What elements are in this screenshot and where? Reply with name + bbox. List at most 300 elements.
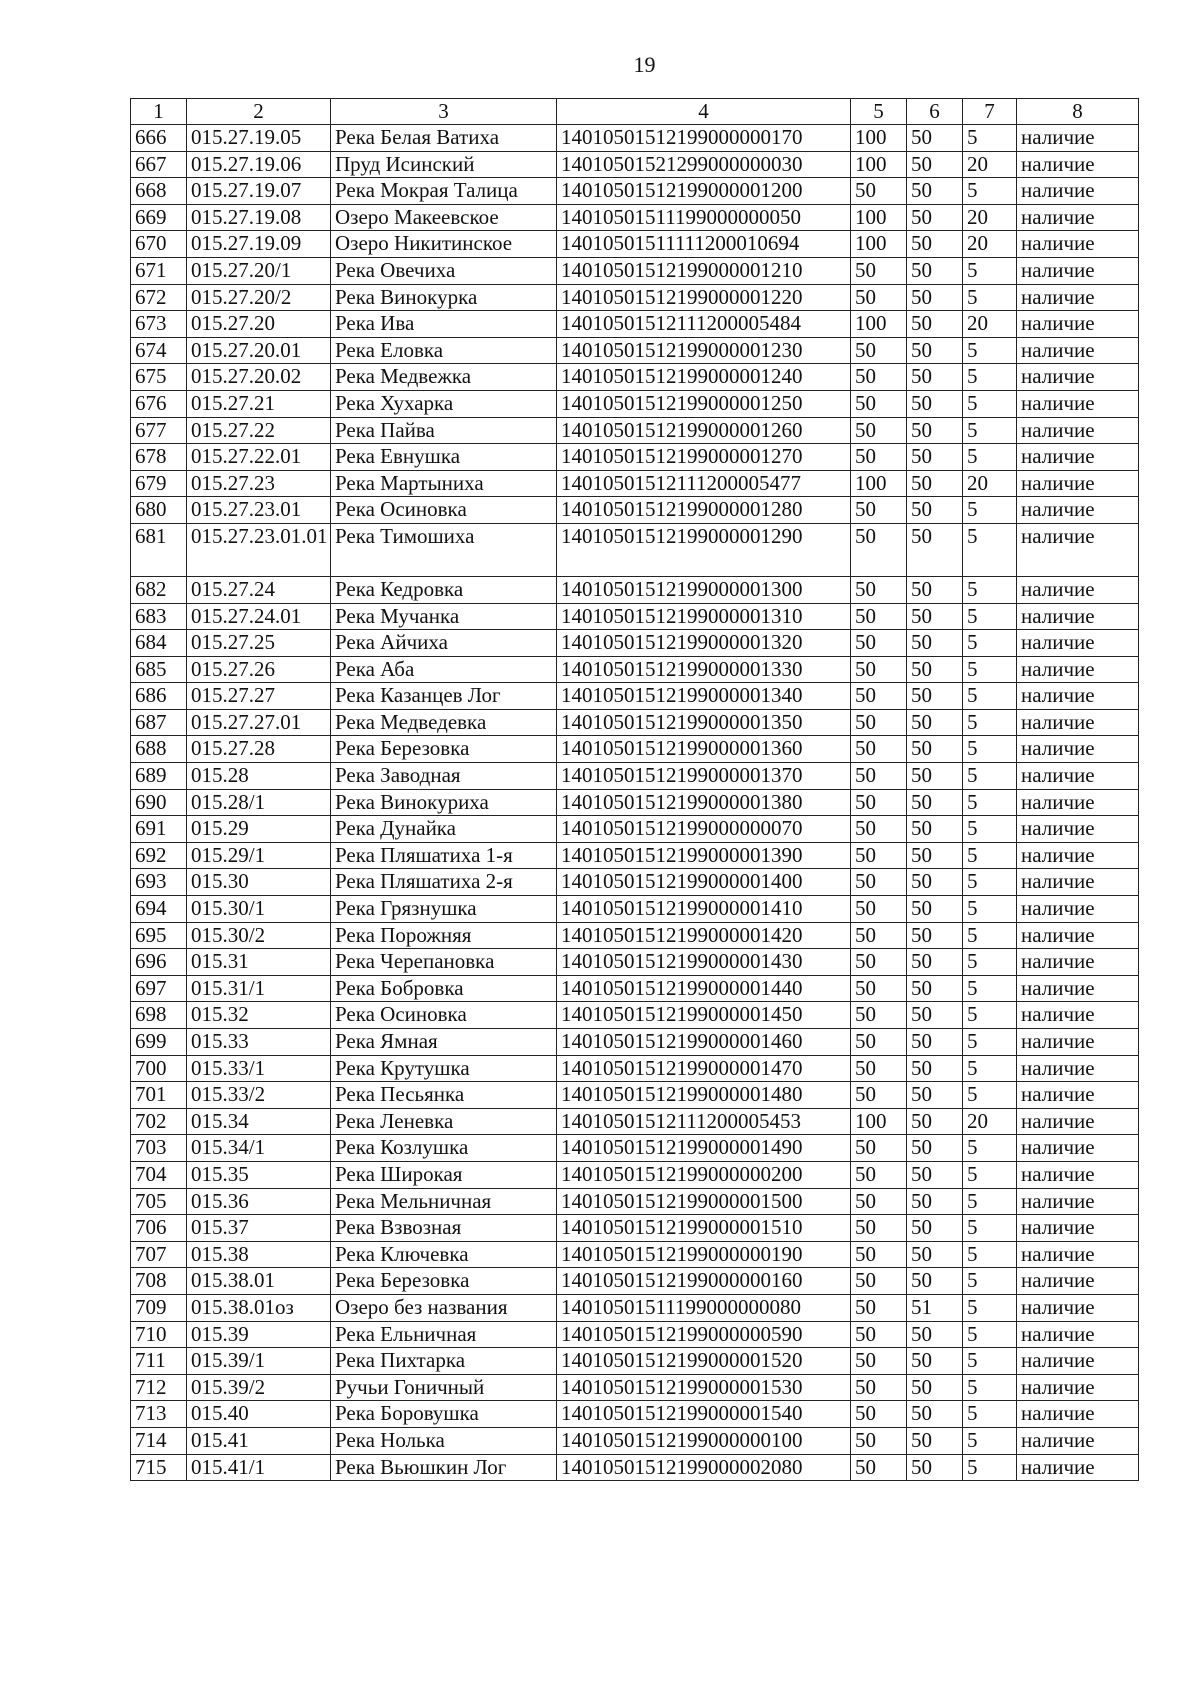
col6-cell: 50 — [907, 1002, 963, 1029]
code-cell: 015.41/1 — [187, 1454, 331, 1481]
registry-id-cell: 14010501512199000001490 — [557, 1135, 851, 1162]
col6-cell: 50 — [907, 1427, 963, 1454]
row-number-cell: 707 — [131, 1241, 187, 1268]
col7-cell: 5 — [963, 842, 1017, 869]
col6-cell: 50 — [907, 1029, 963, 1056]
table-row — [131, 1427, 1139, 1454]
row-number-cell: 670 — [131, 231, 187, 258]
status-cell: наличие — [1017, 949, 1139, 976]
col5-cell: 50 — [851, 1454, 907, 1481]
row-number-cell: 695 — [131, 922, 187, 949]
registry-id-cell: 14010501512199000001380 — [557, 789, 851, 816]
water-body-name-cell: Река Тимошиха — [331, 523, 557, 576]
col6-cell: 50 — [907, 364, 963, 391]
row-number-cell: 681 — [131, 523, 187, 576]
col6-cell: 50 — [907, 896, 963, 923]
water-body-name-cell: Река Аба — [331, 656, 557, 683]
col5-cell: 50 — [851, 683, 907, 710]
code-cell: 015.28 — [187, 763, 331, 790]
code-cell: 015.27.19.05 — [187, 125, 331, 152]
col6-cell: 50 — [907, 630, 963, 657]
registry-id-cell: 14010501512199000001540 — [557, 1401, 851, 1428]
col6-cell: 50 — [907, 1268, 963, 1295]
water-body-name-cell: Река Леневка — [331, 1108, 557, 1135]
row-number-cell: 691 — [131, 816, 187, 843]
status-cell: наличие — [1017, 204, 1139, 231]
status-cell: наличие — [1017, 603, 1139, 630]
table-row — [131, 603, 1139, 630]
table-row — [131, 1374, 1139, 1401]
table-row — [131, 1188, 1139, 1215]
row-number-cell: 685 — [131, 656, 187, 683]
registry-id-cell: 14010501512199000001230 — [557, 337, 851, 364]
table-row — [131, 523, 1139, 576]
status-cell: наличие — [1017, 1082, 1139, 1109]
water-body-name-cell: Река Ключевка — [331, 1241, 557, 1268]
table-row — [131, 337, 1139, 364]
registry-id-cell: 14010501512199000001310 — [557, 603, 851, 630]
col7-cell: 5 — [963, 1268, 1017, 1295]
registry-id-cell: 14010501512199000001280 — [557, 497, 851, 524]
col5-cell: 100 — [851, 1108, 907, 1135]
col5-cell: 50 — [851, 842, 907, 869]
registry-id-cell: 14010501512199000001400 — [557, 869, 851, 896]
code-cell: 015.27.25 — [187, 630, 331, 657]
water-body-name-cell: Река Винокурка — [331, 284, 557, 311]
col5-cell: 50 — [851, 1321, 907, 1348]
water-body-name-cell: Река Заводная — [331, 763, 557, 790]
code-cell: 015.27.19.06 — [187, 151, 331, 178]
col6-cell: 50 — [907, 1374, 963, 1401]
col6-cell: 50 — [907, 1108, 963, 1135]
code-cell: 015.30/2 — [187, 922, 331, 949]
status-cell: наличие — [1017, 364, 1139, 391]
registry-id-cell: 14010501512199000001530 — [557, 1374, 851, 1401]
registry-id-cell: 14010501512199000000590 — [557, 1321, 851, 1348]
registry-id-cell: 14010501512199000002080 — [557, 1454, 851, 1481]
row-number-cell: 709 — [131, 1294, 187, 1321]
table-row — [131, 1241, 1139, 1268]
col5-cell: 50 — [851, 1348, 907, 1375]
col6-cell: 50 — [907, 1161, 963, 1188]
code-cell: 015.34 — [187, 1108, 331, 1135]
water-body-name-cell: Река Медвежка — [331, 364, 557, 391]
col6-cell: 50 — [907, 257, 963, 284]
code-cell: 015.36 — [187, 1188, 331, 1215]
col5-cell: 50 — [851, 736, 907, 763]
water-body-name-cell: Озеро Макеевское — [331, 204, 557, 231]
registry-id-cell: 14010501512199000001210 — [557, 257, 851, 284]
row-number-cell: 713 — [131, 1401, 187, 1428]
row-number-cell: 677 — [131, 417, 187, 444]
registry-table — [130, 98, 1139, 1481]
col7-cell: 5 — [963, 1427, 1017, 1454]
col6-cell: 50 — [907, 1348, 963, 1375]
code-cell: 015.38 — [187, 1241, 331, 1268]
water-body-name-cell: Река Дунайка — [331, 816, 557, 843]
row-number-cell: 672 — [131, 284, 187, 311]
water-body-name-cell: Река Белая Ватиха — [331, 125, 557, 152]
status-cell: наличие — [1017, 736, 1139, 763]
col6-cell: 50 — [907, 1241, 963, 1268]
status-cell: наличие — [1017, 1454, 1139, 1481]
code-cell: 015.33/2 — [187, 1082, 331, 1109]
water-body-name-cell: Река Пихтарка — [331, 1348, 557, 1375]
col6-cell: 50 — [907, 178, 963, 205]
registry-id-cell: 14010501512199000001450 — [557, 1002, 851, 1029]
col5-cell: 50 — [851, 1002, 907, 1029]
registry-id-cell: 14010501512199000001260 — [557, 417, 851, 444]
col7-cell: 5 — [963, 1215, 1017, 1242]
water-body-name-cell: Река Евнушка — [331, 444, 557, 471]
registry-id-cell: 14010501512199000001500 — [557, 1188, 851, 1215]
col7-cell: 5 — [963, 1188, 1017, 1215]
col6-cell: 50 — [907, 1082, 963, 1109]
page-number: 19 — [633, 52, 656, 77]
water-body-name-cell: Река Козлушка — [331, 1135, 557, 1162]
row-number-cell: 683 — [131, 603, 187, 630]
col6-cell: 50 — [907, 231, 963, 258]
registry-id-cell: 14010501512199000001340 — [557, 683, 851, 710]
water-body-name-cell: Река Еловка — [331, 337, 557, 364]
col5-cell: 50 — [851, 869, 907, 896]
status-cell: наличие — [1017, 311, 1139, 338]
col6-cell: 50 — [907, 656, 963, 683]
table-row — [131, 1321, 1139, 1348]
table-row — [131, 1002, 1139, 1029]
registry-id-cell: 14010501512199000000100 — [557, 1427, 851, 1454]
col7-cell: 5 — [963, 816, 1017, 843]
row-number-cell: 700 — [131, 1055, 187, 1082]
col6-cell: 50 — [907, 1188, 963, 1215]
code-cell: 015.27.26 — [187, 656, 331, 683]
code-cell: 015.27.27 — [187, 683, 331, 710]
water-body-name-cell: Река Вьюшкин Лог — [331, 1454, 557, 1481]
row-number-cell: 680 — [131, 497, 187, 524]
col5-cell: 50 — [851, 630, 907, 657]
status-cell: наличие — [1017, 1348, 1139, 1375]
status-cell: наличие — [1017, 417, 1139, 444]
code-cell: 015.27.20.02 — [187, 364, 331, 391]
table-row — [131, 949, 1139, 976]
col6-cell: 50 — [907, 869, 963, 896]
code-cell: 015.27.27.01 — [187, 709, 331, 736]
table-row — [131, 470, 1139, 497]
water-body-name-cell: Река Казанцев Лог — [331, 683, 557, 710]
col5-cell: 50 — [851, 390, 907, 417]
col7-cell: 5 — [963, 390, 1017, 417]
status-cell: наличие — [1017, 125, 1139, 152]
table-row — [131, 257, 1139, 284]
registry-id-cell: 14010501512199000001440 — [557, 975, 851, 1002]
col6-cell: 50 — [907, 523, 963, 576]
registry-id-cell: 14010501512199000001520 — [557, 1348, 851, 1375]
row-number-cell: 671 — [131, 257, 187, 284]
row-number-cell: 687 — [131, 709, 187, 736]
status-cell: наличие — [1017, 1427, 1139, 1454]
col7-cell: 5 — [963, 364, 1017, 391]
water-body-name-cell: Река Пляшатиха 2-я — [331, 869, 557, 896]
col6-cell: 50 — [907, 444, 963, 471]
code-cell: 015.27.20/1 — [187, 257, 331, 284]
water-body-name-cell: Река Ельничная — [331, 1321, 557, 1348]
code-cell: 015.39/1 — [187, 1348, 331, 1375]
col6-cell: 50 — [907, 470, 963, 497]
col7-cell: 20 — [963, 151, 1017, 178]
col5-cell: 50 — [851, 949, 907, 976]
registry-id-cell: 14010501512199000001220 — [557, 284, 851, 311]
col7-cell: 5 — [963, 1082, 1017, 1109]
col7-cell: 5 — [963, 1055, 1017, 1082]
status-cell: наличие — [1017, 523, 1139, 576]
code-cell: 015.27.20 — [187, 311, 331, 338]
water-body-name-cell: Река Ива — [331, 311, 557, 338]
table-row — [131, 656, 1139, 683]
status-cell: наличие — [1017, 896, 1139, 923]
status-cell: наличие — [1017, 337, 1139, 364]
row-number-cell: 690 — [131, 789, 187, 816]
water-body-name-cell: Река Нолька — [331, 1427, 557, 1454]
col7-cell: 5 — [963, 949, 1017, 976]
table-row — [131, 417, 1139, 444]
row-number-cell: 694 — [131, 896, 187, 923]
row-number-cell: 679 — [131, 470, 187, 497]
col7-cell: 5 — [963, 178, 1017, 205]
col5-cell: 50 — [851, 444, 907, 471]
code-cell: 015.27.23 — [187, 470, 331, 497]
status-cell: наличие — [1017, 922, 1139, 949]
col6-cell: 50 — [907, 975, 963, 1002]
col7-cell: 5 — [963, 125, 1017, 152]
col5-cell: 50 — [851, 789, 907, 816]
registry-id-cell: 14010501512199000000170 — [557, 125, 851, 152]
col5-cell: 50 — [851, 763, 907, 790]
registry-id-cell: 14010501512199000001350 — [557, 709, 851, 736]
code-cell: 015.38.01оз — [187, 1294, 331, 1321]
code-cell: 015.27.21 — [187, 390, 331, 417]
table-row — [131, 683, 1139, 710]
col5-cell: 50 — [851, 1161, 907, 1188]
header-cell: 5 — [851, 99, 907, 125]
col6-cell: 50 — [907, 763, 963, 790]
col5-cell: 50 — [851, 497, 907, 524]
col5-cell: 50 — [851, 576, 907, 603]
row-number-cell: 712 — [131, 1374, 187, 1401]
row-number-cell: 704 — [131, 1161, 187, 1188]
col5-cell: 50 — [851, 1427, 907, 1454]
registry-id-cell: 14010501512199000001420 — [557, 922, 851, 949]
col5-cell: 50 — [851, 1401, 907, 1428]
col5-cell: 50 — [851, 896, 907, 923]
col6-cell: 50 — [907, 949, 963, 976]
header-cell: 1 — [131, 99, 187, 125]
row-number-cell: 666 — [131, 125, 187, 152]
col5-cell: 50 — [851, 523, 907, 576]
code-cell: 015.31 — [187, 949, 331, 976]
col6-cell: 50 — [907, 816, 963, 843]
col7-cell: 5 — [963, 709, 1017, 736]
row-number-cell: 701 — [131, 1082, 187, 1109]
col6-cell: 50 — [907, 1055, 963, 1082]
table-row — [131, 1161, 1139, 1188]
col5-cell: 50 — [851, 1188, 907, 1215]
water-body-name-cell: Река Айчиха — [331, 630, 557, 657]
row-number-cell: 699 — [131, 1029, 187, 1056]
col6-cell: 50 — [907, 337, 963, 364]
table-row — [131, 204, 1139, 231]
registry-id-cell: 14010501511199000000050 — [557, 204, 851, 231]
code-cell: 015.27.19.07 — [187, 178, 331, 205]
header-cell: 2 — [187, 99, 331, 125]
status-cell: наличие — [1017, 1241, 1139, 1268]
row-number-cell: 684 — [131, 630, 187, 657]
col6-cell: 50 — [907, 736, 963, 763]
status-cell: наличие — [1017, 1188, 1139, 1215]
row-number-cell: 688 — [131, 736, 187, 763]
col6-cell: 50 — [907, 922, 963, 949]
water-body-name-cell: Река Грязнушка — [331, 896, 557, 923]
col7-cell: 5 — [963, 1294, 1017, 1321]
table-row — [131, 1215, 1139, 1242]
status-cell: наличие — [1017, 1215, 1139, 1242]
status-cell: наличие — [1017, 1002, 1139, 1029]
col7-cell: 5 — [963, 630, 1017, 657]
row-number-cell: 678 — [131, 444, 187, 471]
status-cell: наличие — [1017, 630, 1139, 657]
code-cell: 015.29/1 — [187, 842, 331, 869]
col6-cell: 50 — [907, 1135, 963, 1162]
col6-cell: 50 — [907, 417, 963, 444]
col7-cell: 5 — [963, 789, 1017, 816]
col7-cell: 20 — [963, 231, 1017, 258]
code-cell: 015.40 — [187, 1401, 331, 1428]
water-body-name-cell: Река Осиновка — [331, 497, 557, 524]
code-cell: 015.30/1 — [187, 896, 331, 923]
status-cell: наличие — [1017, 284, 1139, 311]
header-row — [131, 99, 1139, 125]
water-body-name-cell: Озеро без названия — [331, 1294, 557, 1321]
status-cell: наличие — [1017, 1029, 1139, 1056]
col5-cell: 50 — [851, 656, 907, 683]
code-cell: 015.34/1 — [187, 1135, 331, 1162]
registry-id-cell: 14010501512199000000160 — [557, 1268, 851, 1295]
table-row — [131, 364, 1139, 391]
code-cell: 015.29 — [187, 816, 331, 843]
col6-cell: 50 — [907, 311, 963, 338]
table-row — [131, 497, 1139, 524]
col7-cell: 5 — [963, 1321, 1017, 1348]
row-number-cell: 686 — [131, 683, 187, 710]
col6-cell: 50 — [907, 1401, 963, 1428]
registry-id-cell: 14010501512199000001470 — [557, 1055, 851, 1082]
table-row — [131, 125, 1139, 152]
row-number-cell: 711 — [131, 1348, 187, 1375]
row-number-cell: 714 — [131, 1427, 187, 1454]
water-body-name-cell: Река Кедровка — [331, 576, 557, 603]
registry-id-cell: 14010501511199000000080 — [557, 1294, 851, 1321]
code-cell: 015.28/1 — [187, 789, 331, 816]
table-row — [131, 869, 1139, 896]
col5-cell: 100 — [851, 125, 907, 152]
col7-cell: 5 — [963, 1401, 1017, 1428]
code-cell: 015.39 — [187, 1321, 331, 1348]
water-body-name-cell: Река Мельничная — [331, 1188, 557, 1215]
col7-cell: 5 — [963, 975, 1017, 1002]
col6-cell: 50 — [907, 1454, 963, 1481]
water-body-name-cell: Река Винокуриха — [331, 789, 557, 816]
registry-id-cell: 14010501512199000000190 — [557, 1241, 851, 1268]
table-row — [131, 896, 1139, 923]
row-number-cell: 706 — [131, 1215, 187, 1242]
row-number-cell: 668 — [131, 178, 187, 205]
col5-cell: 100 — [851, 311, 907, 338]
row-number-cell: 708 — [131, 1268, 187, 1295]
col5-cell: 50 — [851, 178, 907, 205]
row-number-cell: 667 — [131, 151, 187, 178]
col6-cell: 51 — [907, 1294, 963, 1321]
table-body — [131, 125, 1139, 1481]
water-body-name-cell: Река Взвозная — [331, 1215, 557, 1242]
col7-cell: 5 — [963, 1161, 1017, 1188]
table-row — [131, 311, 1139, 338]
col6-cell: 50 — [907, 151, 963, 178]
water-body-name-cell: Река Березовка — [331, 736, 557, 763]
water-body-name-cell: Река Хухарка — [331, 390, 557, 417]
col7-cell: 5 — [963, 1374, 1017, 1401]
col7-cell: 20 — [963, 470, 1017, 497]
code-cell: 015.27.19.08 — [187, 204, 331, 231]
status-cell: наличие — [1017, 816, 1139, 843]
table-row — [131, 709, 1139, 736]
water-body-name-cell: Озеро Никитинское — [331, 231, 557, 258]
water-body-name-cell: Река Порожняя — [331, 922, 557, 949]
code-cell: 015.37 — [187, 1215, 331, 1242]
status-cell: наличие — [1017, 842, 1139, 869]
table-row — [131, 763, 1139, 790]
col5-cell: 50 — [851, 284, 907, 311]
col7-cell: 5 — [963, 337, 1017, 364]
row-number-cell: 689 — [131, 763, 187, 790]
col5-cell: 50 — [851, 1135, 907, 1162]
status-cell: наличие — [1017, 709, 1139, 736]
registry-id-cell: 14010501512199000001360 — [557, 736, 851, 763]
col7-cell: 5 — [963, 1241, 1017, 1268]
table-row — [131, 178, 1139, 205]
registry-id-cell: 14010501512199000001270 — [557, 444, 851, 471]
code-cell: 015.27.24.01 — [187, 603, 331, 630]
table-row — [131, 975, 1139, 1002]
registry-id-cell: 14010501512199000001410 — [557, 896, 851, 923]
row-number-cell: 698 — [131, 1002, 187, 1029]
code-cell: 015.27.23.01 — [187, 497, 331, 524]
table-row — [131, 816, 1139, 843]
col5-cell: 50 — [851, 1241, 907, 1268]
col7-cell: 5 — [963, 656, 1017, 683]
col6-cell: 50 — [907, 1215, 963, 1242]
row-number-cell: 715 — [131, 1454, 187, 1481]
row-number-cell: 676 — [131, 390, 187, 417]
water-body-name-cell: Река Ямная — [331, 1029, 557, 1056]
col7-cell: 20 — [963, 204, 1017, 231]
water-body-name-cell: Река Овечиха — [331, 257, 557, 284]
col5-cell: 50 — [851, 364, 907, 391]
header-cell: 7 — [963, 99, 1017, 125]
water-body-name-cell: Река Пайва — [331, 417, 557, 444]
code-cell: 015.39/2 — [187, 1374, 331, 1401]
water-body-name-cell: Река Мучанка — [331, 603, 557, 630]
registry-id-cell: 14010501512111200005477 — [557, 470, 851, 497]
col6-cell: 50 — [907, 576, 963, 603]
